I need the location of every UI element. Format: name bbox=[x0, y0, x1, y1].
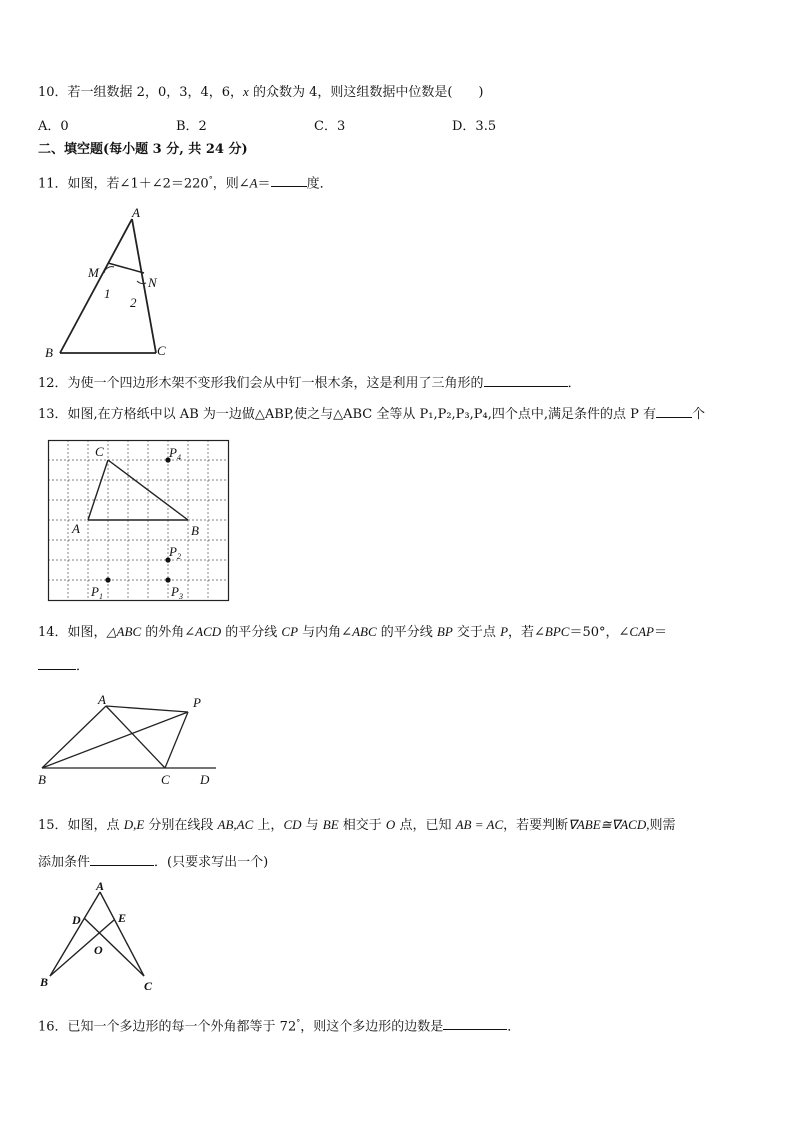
question-text: 四个点中,满足条件的点 P 有 bbox=[491, 407, 657, 422]
figure-q15 bbox=[36, 878, 166, 996]
variable: BP bbox=[436, 624, 453, 639]
question-text: 则需 bbox=[649, 818, 676, 833]
question-text: 相交于 bbox=[338, 818, 386, 833]
question-text: 如图，若∠1＋∠2＝220 bbox=[67, 176, 209, 192]
option-c: C．3 bbox=[314, 119, 346, 134]
question-text: ，若∠ bbox=[508, 625, 545, 640]
label-E: E bbox=[118, 911, 127, 925]
question-text: ．(只要求写出一个) bbox=[154, 855, 269, 870]
question-15-line2 bbox=[38, 853, 268, 871]
triangle-name: △ABP bbox=[254, 407, 290, 422]
variable: ACD bbox=[195, 624, 222, 639]
variable: P bbox=[500, 624, 509, 639]
question-text: ＝ bbox=[257, 176, 271, 192]
question-number: 11． bbox=[38, 176, 68, 192]
question-text: ，则这个多边形的边数是 bbox=[300, 1019, 444, 1035]
question-text: ，若要判断 bbox=[503, 818, 569, 833]
label-M: M bbox=[88, 265, 99, 280]
degree-sign: ° bbox=[296, 1018, 301, 1027]
question-text: 的平分线 bbox=[376, 625, 437, 640]
label-N: N bbox=[148, 275, 157, 290]
question-number: 13． bbox=[38, 407, 68, 422]
label-P2: $P_2$ bbox=[169, 544, 181, 561]
label-A: A bbox=[72, 521, 80, 536]
question-text: 的外角∠ bbox=[141, 625, 196, 640]
question-11 bbox=[38, 172, 333, 192]
answer-blank[interactable] bbox=[90, 853, 154, 866]
equation: AB = AC bbox=[455, 817, 504, 832]
label-P: P bbox=[193, 695, 201, 710]
question-text: 与 bbox=[301, 818, 323, 833]
question-text: 添加条件 bbox=[38, 855, 91, 870]
question-text: 分别在线段 bbox=[144, 818, 218, 833]
equation: ∇ABE≅∇ACD, bbox=[568, 817, 650, 832]
question-text: 若一组数据 2，0，3，4，6， bbox=[67, 85, 244, 100]
label-A: A bbox=[98, 692, 106, 707]
question-text: 已知一个多边形的每一个外角都等于 72 bbox=[67, 1019, 297, 1035]
variable: x bbox=[243, 84, 249, 99]
answer-blank[interactable] bbox=[443, 1017, 507, 1030]
label-B: B bbox=[40, 975, 49, 989]
variable: A bbox=[249, 175, 258, 191]
label-2: 2 bbox=[130, 295, 137, 310]
question-13 bbox=[38, 405, 705, 423]
label-C: C bbox=[161, 772, 170, 787]
question-text: 交于点 bbox=[452, 625, 501, 640]
figure-q14 bbox=[36, 692, 226, 788]
question-text: 与内角∠ bbox=[298, 625, 353, 640]
question-text: 点，已知 bbox=[395, 818, 456, 833]
label-C: C bbox=[144, 979, 153, 993]
variable: CAP bbox=[629, 624, 654, 639]
triangle-name: △ABC bbox=[333, 407, 373, 422]
question-number: 15． bbox=[38, 818, 68, 833]
question-text: 为使一个四边形木架不变形我们会从中钉一根木条，这是利用了三角形的 bbox=[67, 376, 484, 391]
question-text: ，则∠ bbox=[212, 176, 250, 192]
option-d: D．3.5 bbox=[452, 119, 497, 134]
figure-q11 bbox=[36, 205, 176, 365]
question-10 bbox=[38, 84, 484, 101]
answer-blank[interactable] bbox=[38, 657, 76, 670]
question-16 bbox=[38, 1015, 520, 1035]
label-A: A bbox=[96, 879, 105, 893]
question-text: 的众数为 4，则这组数据中位数是( ) bbox=[248, 85, 484, 100]
question-text: ＝50°，∠ bbox=[569, 625, 630, 640]
variable: D,E bbox=[123, 817, 145, 832]
label-P4: $P_4$ bbox=[169, 445, 181, 462]
label-C: C bbox=[157, 343, 166, 358]
answer-blank[interactable] bbox=[656, 405, 692, 418]
label-A: A bbox=[132, 205, 140, 220]
question-number: 12． bbox=[38, 376, 68, 391]
question-text: 如图，点 bbox=[67, 818, 124, 833]
variable: BPC bbox=[544, 624, 570, 639]
label-D: D bbox=[72, 913, 81, 927]
variable: BE bbox=[322, 817, 339, 832]
label-1: 1 bbox=[104, 286, 111, 301]
question-text: 的平分线 bbox=[221, 625, 282, 640]
question-number: 14． bbox=[38, 625, 68, 640]
variable: CD bbox=[283, 817, 302, 832]
question-14-line2 bbox=[38, 657, 89, 675]
label-B: B bbox=[38, 772, 46, 787]
label-P1: $P_1$ bbox=[91, 584, 103, 601]
label-B: B bbox=[191, 523, 199, 538]
question-text: ,使之与 bbox=[289, 407, 334, 422]
answer-blank[interactable] bbox=[484, 374, 568, 387]
question-text: 如图， bbox=[67, 625, 107, 640]
question-text: ． bbox=[567, 376, 581, 391]
question-text: 全等从 P bbox=[372, 407, 429, 422]
question-text: ＝ bbox=[653, 625, 667, 640]
question-text: 上， bbox=[253, 818, 284, 833]
degree-sign: ° bbox=[208, 175, 213, 184]
question-number: 16． bbox=[38, 1019, 68, 1035]
question-number: 10． bbox=[38, 85, 68, 100]
variable: ABC bbox=[352, 624, 377, 639]
label-B: B bbox=[45, 345, 53, 360]
question-15 bbox=[38, 817, 676, 834]
label-O: O bbox=[94, 943, 103, 957]
label-C: C bbox=[95, 444, 104, 459]
question-text: 度． bbox=[306, 176, 333, 192]
answer-blank[interactable] bbox=[271, 174, 307, 187]
triangle-name: △ABC bbox=[106, 624, 142, 639]
question-text: 如图,在方格纸中以 AB 为一边做 bbox=[67, 407, 255, 422]
variable: AB,AC bbox=[217, 817, 254, 832]
question-text: 个 bbox=[692, 407, 706, 422]
variable: CP bbox=[281, 624, 299, 639]
variable: O bbox=[385, 817, 396, 832]
question-14 bbox=[38, 624, 667, 641]
question-12 bbox=[38, 374, 581, 392]
question-text: ． bbox=[507, 1019, 521, 1035]
question-text: ． bbox=[76, 659, 90, 674]
label-D: D bbox=[200, 772, 210, 787]
option-a: A．0 bbox=[38, 119, 69, 134]
option-b: B．2 bbox=[176, 119, 207, 134]
label-P3: $P_3$ bbox=[171, 584, 183, 601]
point-list: ₁,P₂,P₃,P₄, bbox=[428, 407, 492, 422]
section-title: 二、填空题(每小题 3 分, 共 24 分) bbox=[38, 142, 248, 157]
figure-q13-grid bbox=[48, 440, 230, 602]
